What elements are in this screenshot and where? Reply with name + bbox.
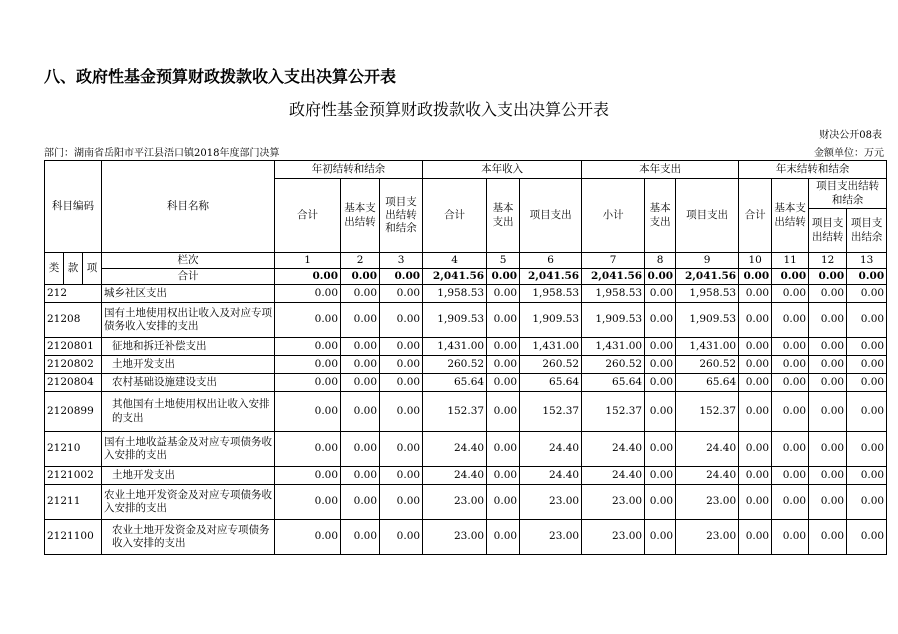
row-value: 0.00	[809, 303, 847, 338]
total-cell: 2,041.56	[582, 269, 645, 285]
row-value: 0.00	[487, 338, 520, 356]
row-name: 国有土地收益基金及对应专项债务收入安排的支出	[102, 432, 275, 467]
row-value: 0.00	[772, 374, 809, 392]
row-value: 0.00	[341, 485, 380, 520]
row-value: 1,958.53	[676, 285, 739, 303]
row-value: 0.00	[772, 520, 809, 555]
row-code: 212	[45, 285, 102, 303]
row-value: 23.00	[582, 485, 645, 520]
row-value: 24.40	[582, 432, 645, 467]
col-number: 10	[739, 253, 772, 269]
row-value: 0.00	[645, 374, 676, 392]
header-expense-project: 项目支出	[676, 179, 739, 253]
row-code: 2121002	[45, 467, 102, 485]
row-value: 0.00	[847, 392, 887, 432]
col-number: 1	[275, 253, 341, 269]
col-number: 7	[582, 253, 645, 269]
row-value: 0.00	[275, 338, 341, 356]
row-value: 0.00	[772, 338, 809, 356]
row-value: 0.00	[380, 392, 423, 432]
header-group-expense: 本年支出	[582, 161, 739, 179]
total-cell: 0.00	[275, 269, 341, 285]
row-value: 0.00	[380, 432, 423, 467]
row-value: 0.00	[809, 485, 847, 520]
col-number: 13	[847, 253, 887, 269]
row-code: 2120804	[45, 374, 102, 392]
row-value: 23.00	[520, 485, 582, 520]
row-value: 23.00	[520, 520, 582, 555]
header-start-total: 合计	[275, 179, 341, 253]
row-value: 0.00	[645, 285, 676, 303]
row-name: 农业土地开发资金及对应专项债务收入安排的支出	[102, 520, 275, 555]
total-cell: 2,041.56	[423, 269, 487, 285]
row-value: 0.00	[275, 432, 341, 467]
row-value: 24.40	[520, 432, 582, 467]
row-value: 0.00	[809, 285, 847, 303]
row-value: 23.00	[676, 520, 739, 555]
row-value: 24.40	[676, 432, 739, 467]
header-kuan: 款	[64, 253, 83, 285]
row-name: 农村基础设施建设支出	[102, 374, 275, 392]
row-value: 0.00	[739, 285, 772, 303]
row-value: 0.00	[487, 303, 520, 338]
row-value: 260.52	[582, 356, 645, 374]
total-cell: 2,041.56	[676, 269, 739, 285]
header-expense-basic: 基本支出	[645, 179, 676, 253]
row-value: 0.00	[809, 356, 847, 374]
col-number: 11	[772, 253, 809, 269]
row-value: 23.00	[423, 485, 487, 520]
row-code: 21210	[45, 432, 102, 467]
unit-label: 金额单位：万元	[814, 148, 884, 159]
header-end-project-balance: 项目支出结余	[847, 209, 887, 253]
row-name: 国有土地使用权出让收入及对应专项债务收入安排的支出	[102, 303, 275, 338]
row-value: 0.00	[847, 520, 887, 555]
row-value: 0.00	[380, 356, 423, 374]
col-number: 8	[645, 253, 676, 269]
row-value: 0.00	[487, 485, 520, 520]
row-value: 0.00	[487, 392, 520, 432]
table-row	[45, 374, 887, 392]
col-number: 6	[520, 253, 582, 269]
total-label: 合计	[102, 269, 275, 285]
row-value: 0.00	[380, 520, 423, 555]
total-cell: 0.00	[772, 269, 809, 285]
header-subject-name: 科目名称	[102, 161, 275, 253]
row-value: 1,909.53	[676, 303, 739, 338]
header-end-project-carry: 项目支出结转	[809, 209, 847, 253]
header-group-start: 年初结转和结余	[275, 161, 423, 179]
col-number: 5	[487, 253, 520, 269]
table-row	[45, 356, 887, 374]
row-value: 0.00	[772, 485, 809, 520]
row-value: 0.00	[380, 467, 423, 485]
col-number: 2	[341, 253, 380, 269]
row-value: 0.00	[809, 338, 847, 356]
row-value: 1,909.53	[423, 303, 487, 338]
row-value: 0.00	[341, 432, 380, 467]
row-value: 0.00	[487, 356, 520, 374]
row-value: 0.00	[487, 285, 520, 303]
row-value: 152.37	[582, 392, 645, 432]
row-value: 0.00	[809, 467, 847, 485]
row-value: 1,431.00	[676, 338, 739, 356]
row-name: 城乡社区支出	[102, 285, 275, 303]
department-label: 部门：湖南省岳阳市平江县浯口镇2018年度部门决算	[44, 148, 280, 159]
row-name: 其他国有土地使用权出让收入安排的支出	[102, 392, 275, 432]
row-value: 0.00	[341, 467, 380, 485]
col-number: 3	[380, 253, 423, 269]
row-value: 0.00	[487, 432, 520, 467]
row-value: 24.40	[676, 467, 739, 485]
table-row	[45, 338, 887, 356]
row-value: 0.00	[275, 356, 341, 374]
row-value: 1,958.53	[423, 285, 487, 303]
table-row	[45, 285, 887, 303]
row-code: 21208	[45, 303, 102, 338]
row-value: 260.52	[520, 356, 582, 374]
table-row	[45, 467, 887, 485]
row-code: 2120899	[45, 392, 102, 432]
row-value: 0.00	[847, 432, 887, 467]
total-cell: 0.00	[809, 269, 847, 285]
row-value: 0.00	[847, 303, 887, 338]
row-value: 24.40	[520, 467, 582, 485]
header-lei: 类	[45, 253, 64, 285]
row-value: 1,431.00	[582, 338, 645, 356]
row-value: 1,431.00	[520, 338, 582, 356]
row-value: 0.00	[341, 374, 380, 392]
row-value: 0.00	[275, 285, 341, 303]
row-name: 土地开发支出	[102, 467, 275, 485]
header-col-order: 栏次	[102, 253, 275, 269]
page-title: 政府性基金预算财政拨款收入支出决算公开表	[288, 100, 609, 119]
row-value: 0.00	[847, 485, 887, 520]
row-value: 65.64	[423, 374, 487, 392]
row-value: 152.37	[676, 392, 739, 432]
row-value: 0.00	[645, 392, 676, 432]
row-value: 0.00	[275, 374, 341, 392]
row-value: 0.00	[847, 285, 887, 303]
row-name: 土地开发支出	[102, 356, 275, 374]
row-value: 0.00	[772, 356, 809, 374]
header-income-total: 合计	[423, 179, 487, 253]
row-value: 0.00	[809, 392, 847, 432]
row-value: 0.00	[645, 467, 676, 485]
col-number: 12	[809, 253, 847, 269]
table-row	[45, 303, 887, 338]
row-name: 农业土地开发资金及对应专项债务收入安排的支出	[102, 485, 275, 520]
total-cell: 0.00	[341, 269, 380, 285]
row-code: 2120801	[45, 338, 102, 356]
row-code: 21211	[45, 485, 102, 520]
data-rows	[45, 285, 887, 555]
row-value: 0.00	[275, 303, 341, 338]
row-value: 0.00	[341, 303, 380, 338]
row-value: 23.00	[582, 520, 645, 555]
row-value: 0.00	[341, 338, 380, 356]
section-title: 八、政府性基金预算财政拨款收入支出决算公开表	[44, 67, 397, 86]
row-value: 0.00	[645, 356, 676, 374]
row-value: 0.00	[341, 356, 380, 374]
row-value: 0.00	[645, 485, 676, 520]
header-subject-code: 科目编码	[45, 161, 102, 253]
row-value: 23.00	[676, 485, 739, 520]
table-row	[45, 392, 887, 432]
row-value: 0.00	[847, 467, 887, 485]
row-value: 1,909.53	[582, 303, 645, 338]
row-value: 0.00	[487, 374, 520, 392]
header-income-basic: 基本支出	[487, 179, 520, 253]
row-value: 0.00	[275, 520, 341, 555]
header-xiang: 项	[83, 253, 102, 285]
row-value: 260.52	[423, 356, 487, 374]
header-end-total: 合计	[739, 179, 772, 253]
row-value: 0.00	[772, 303, 809, 338]
header-group-end: 年末结转和结余	[739, 161, 887, 179]
row-value: 0.00	[772, 285, 809, 303]
row-value: 0.00	[739, 432, 772, 467]
row-value: 0.00	[739, 467, 772, 485]
header-expense-subtotal: 小计	[582, 179, 645, 253]
row-value: 0.00	[341, 520, 380, 555]
header-end-basic: 基本支出结转	[772, 179, 809, 253]
row-value: 0.00	[772, 392, 809, 432]
row-value: 0.00	[809, 520, 847, 555]
row-value: 152.37	[423, 392, 487, 432]
row-value: 0.00	[739, 338, 772, 356]
row-value: 0.00	[487, 467, 520, 485]
row-value: 0.00	[341, 392, 380, 432]
table-row	[45, 520, 887, 555]
row-value: 0.00	[739, 356, 772, 374]
row-value: 152.37	[520, 392, 582, 432]
row-value: 24.40	[582, 467, 645, 485]
row-value: 23.00	[423, 520, 487, 555]
row-value: 0.00	[809, 374, 847, 392]
total-cell: 0.00	[645, 269, 676, 285]
row-value: 1,909.53	[520, 303, 582, 338]
row-name: 征地和拆迁补偿支出	[102, 338, 275, 356]
row-value: 24.40	[423, 432, 487, 467]
budget-table	[44, 160, 887, 555]
row-value: 0.00	[380, 374, 423, 392]
row-value: 0.00	[772, 467, 809, 485]
row-value: 65.64	[582, 374, 645, 392]
row-code: 2121100	[45, 520, 102, 555]
total-cell: 0.00	[739, 269, 772, 285]
row-value: 0.00	[847, 374, 887, 392]
total-cell: 0.00	[847, 269, 887, 285]
row-value: 0.00	[809, 432, 847, 467]
header-end-project-group: 项目支出结转和结余	[809, 179, 887, 209]
row-value: 65.64	[520, 374, 582, 392]
row-value: 0.00	[341, 285, 380, 303]
row-value: 0.00	[275, 467, 341, 485]
total-cell: 2,041.56	[520, 269, 582, 285]
header-income-project: 项目支出	[520, 179, 582, 253]
row-value: 1,958.53	[520, 285, 582, 303]
col-number: 4	[423, 253, 487, 269]
row-value: 0.00	[275, 485, 341, 520]
col-number: 9	[676, 253, 739, 269]
header-start-project: 项目支出结转和结余	[380, 179, 423, 253]
row-value: 0.00	[645, 520, 676, 555]
row-value: 65.64	[676, 374, 739, 392]
total-cell: 0.00	[487, 269, 520, 285]
row-value: 0.00	[645, 432, 676, 467]
row-value: 0.00	[739, 392, 772, 432]
row-code: 2120802	[45, 356, 102, 374]
row-value: 0.00	[847, 338, 887, 356]
total-cell: 0.00	[380, 269, 423, 285]
row-value: 0.00	[739, 303, 772, 338]
row-value: 0.00	[380, 338, 423, 356]
total-row	[45, 269, 887, 285]
row-value: 24.40	[423, 467, 487, 485]
row-value: 0.00	[380, 303, 423, 338]
row-value: 0.00	[645, 303, 676, 338]
row-value: 1,958.53	[582, 285, 645, 303]
row-value: 0.00	[739, 374, 772, 392]
row-value: 0.00	[847, 356, 887, 374]
table-row	[45, 432, 887, 467]
row-value: 0.00	[645, 338, 676, 356]
row-value: 0.00	[739, 520, 772, 555]
row-value: 0.00	[380, 285, 423, 303]
row-value: 0.00	[275, 392, 341, 432]
header-start-basic: 基本支出结转	[341, 179, 380, 253]
row-value: 0.00	[772, 432, 809, 467]
row-value: 1,431.00	[423, 338, 487, 356]
row-value: 260.52	[676, 356, 739, 374]
row-value: 0.00	[380, 485, 423, 520]
row-value: 0.00	[739, 485, 772, 520]
header-group-income: 本年收入	[423, 161, 582, 179]
row-value: 0.00	[487, 520, 520, 555]
table-row	[45, 485, 887, 520]
form-code: 财决公开08表	[819, 130, 882, 141]
